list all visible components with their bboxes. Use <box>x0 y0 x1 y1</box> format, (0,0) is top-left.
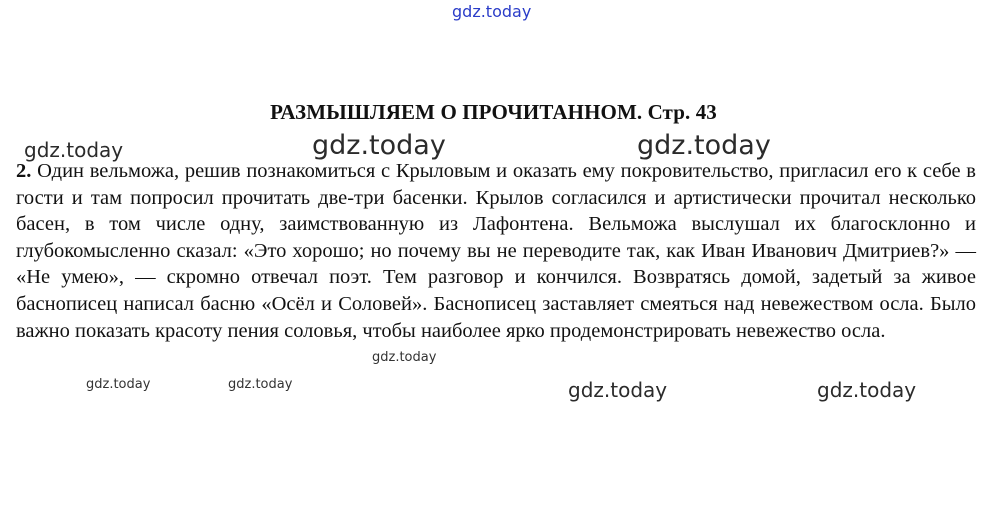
watermark-small-center: gdz.today <box>228 377 293 392</box>
watermark-small-left: gdz.today <box>86 377 151 392</box>
answer-text: Один вельможа, решив познакомиться с Крыловым и оказать ему покровительство, пригласил его к себе в гости и там попросил прочитать две-три басенки. Крылов согласился и артистически прочитал несколько басен, в том числе одну, заимствованную из Лафонтена. Вельможа выслушал их благосклонно и глубокомысленно сказал: «Это хорошо; но почему вы не переводите так, как Иван Иванович Дмитриев?» — «Не умею», — скромно отвечал поэт. Тем разговор и кончился. Возвратясь домой, задетый за живое баснописец написал басню «Осёл и Соловей». Баснописец заставляет смеяться над невежеством осла. Было важно показать красоту пения соловья, чтобы наиболее ярко продемонстрировать невежество осла. <box>16 160 976 342</box>
watermark-right: gdz.today <box>637 130 771 161</box>
watermark-top: gdz.today <box>452 2 532 21</box>
watermark-center: gdz.today <box>312 130 446 161</box>
answer-paragraph <box>16 158 976 344</box>
watermark-bottom-mid: gdz.today <box>568 378 668 402</box>
watermark-left: gdz.today <box>24 138 124 162</box>
watermark-small-mid: gdz.today <box>372 350 437 365</box>
watermark-bottom-right: gdz.today <box>817 378 917 402</box>
section-title: РАЗМЫШЛЯЕМ О ПРОЧИТАННОМ. Стр. 43 <box>270 100 717 124</box>
answer-number: 2. <box>16 160 32 182</box>
